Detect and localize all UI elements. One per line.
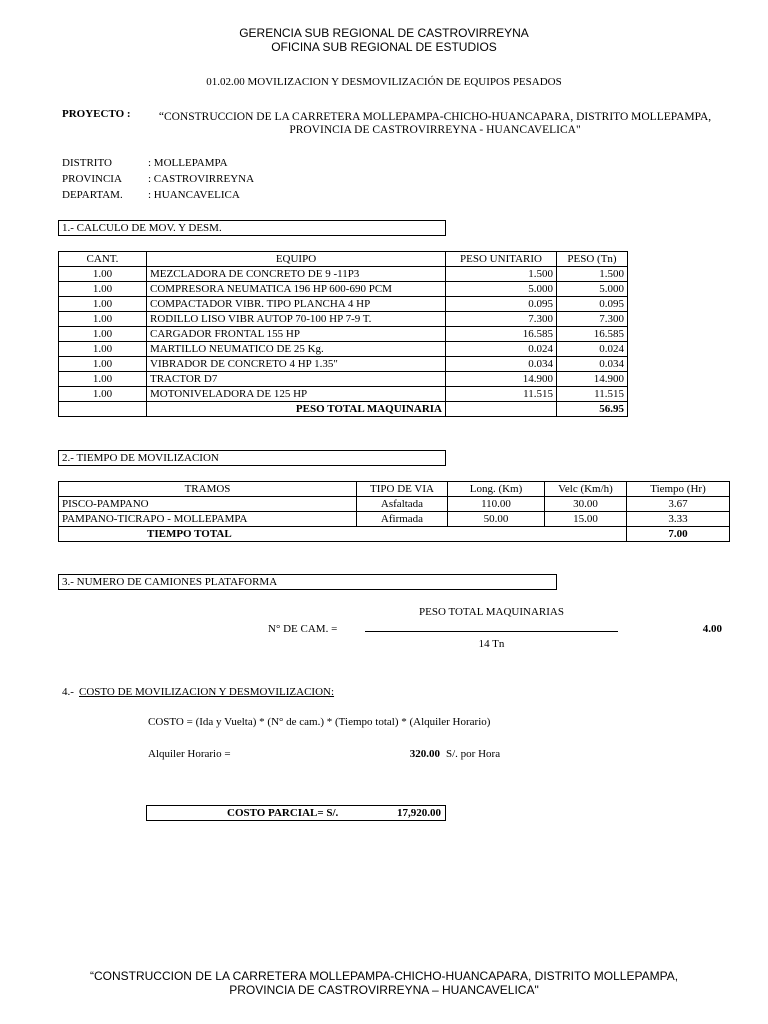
table-header-row (59, 482, 730, 497)
column-header-peso-unitario: PESO UNITARIO (446, 252, 557, 267)
fraction-bar (365, 631, 618, 632)
cell-peso-unitario: 0.095 (446, 297, 557, 312)
header-line-1: GERENCIA SUB REGIONAL DE CASTROVIRREYNA (239, 26, 529, 40)
column-header-velocidad: Velc (Km/h) (545, 482, 627, 497)
cell-peso-unitario: 1.500 (446, 267, 557, 282)
cell-equipo: MOTONIVELADORA DE 125 HP (147, 387, 446, 402)
hourly-rate-unit: S/. por Hora (446, 748, 501, 760)
location-value-departamento: : HUANCAVELICA (148, 189, 240, 201)
cell-tipo-via: Afirmada (357, 512, 448, 527)
section-3-title: 3.- NUMERO DE CAMIONES PLATAFORMA (58, 574, 557, 590)
partial-cost-value: 17,920.00 (397, 807, 441, 819)
table-row (59, 387, 628, 402)
cell-cant: 1.00 (59, 312, 147, 327)
column-header-tiempo: Tiempo (Hr) (627, 482, 730, 497)
cell-peso-unitario: 0.024 (446, 342, 557, 357)
cell-cant: 1.00 (59, 282, 147, 297)
location-label-provincia: PROVINCIA (62, 173, 122, 185)
fraction-numerator: PESO TOTAL MAQUINARIAS (419, 606, 564, 618)
hourly-rate-label: Alquiler Horario = (148, 748, 231, 760)
cell-equipo: COMPACTADOR VIBR. TIPO PLANCHA 4 HP (147, 297, 446, 312)
table-row (59, 297, 628, 312)
table-row (59, 267, 628, 282)
cell-peso-tn: 11.515 (557, 387, 628, 402)
header-line-2: OFICINA SUB REGIONAL DE ESTUDIOS (271, 40, 497, 54)
column-header-longitud: Long. (Km) (448, 482, 545, 497)
location-value-provincia: : CASTROVIRREYNA (148, 173, 255, 185)
cell-equipo: RODILLO LISO VIBR AUTOP 70-100 HP 7-9 T. (147, 312, 446, 327)
cell-peso-tn: 16.585 (557, 327, 628, 342)
project-name-line-2: PROVINCIA DE CASTROVIRREYNA - HUANCAVELICA" (289, 124, 581, 136)
table-total-row (59, 527, 730, 542)
cell-equipo: MEZCLADORA DE CONCRETO DE 9 -11P3 (147, 267, 446, 282)
total-weight-label: PESO TOTAL MAQUINARIA (147, 402, 446, 417)
cell-peso-tn: 7.300 (557, 312, 628, 327)
table-total-row (59, 402, 628, 417)
project-label: PROYECTO : (62, 108, 131, 120)
table-row (59, 497, 730, 512)
partial-cost-box (146, 805, 446, 821)
total-time-value: 7.00 (627, 527, 730, 542)
cell-peso-unitario: 0.034 (446, 357, 557, 372)
cell-peso-unitario: 16.585 (446, 327, 557, 342)
document-subtitle: 01.02.00 MOVILIZACION Y DESMOVILIZACIÓN DE EQUIPOS PESADOS (206, 76, 562, 88)
cell-peso-unitario: 7.300 (446, 312, 557, 327)
table-row (59, 357, 628, 372)
location-value-distrito: : MOLLEPAMPA (148, 157, 228, 169)
cell-velocidad: 15.00 (545, 512, 627, 527)
total-time-label: TIEMPO TOTAL (59, 527, 627, 542)
table-row (59, 282, 628, 297)
cell-peso-tn: 5.000 (557, 282, 628, 297)
column-header-peso-tn: PESO (Tn) (557, 252, 628, 267)
table-row (59, 312, 628, 327)
table-header-row (59, 252, 628, 267)
cell-peso-tn: 0.095 (557, 297, 628, 312)
cell-velocidad: 30.00 (545, 497, 627, 512)
cell-cant: 1.00 (59, 327, 147, 342)
cell-peso-tn: 1.500 (557, 267, 628, 282)
cell-longitud: 50.00 (448, 512, 545, 527)
hourly-rate-value: 320.00 (409, 748, 440, 760)
cell-peso-tn: 0.024 (557, 342, 628, 357)
cost-formula: COSTO = (Ida y Vuelta) * (N° de cam.) * (Tiempo total) * (Alquiler Horario) (148, 716, 491, 728)
cell-cant: 1.00 (59, 387, 147, 402)
column-header-tipo-via: TIPO DE VIA (357, 482, 448, 497)
cell-cant: 1.00 (59, 342, 147, 357)
cell-equipo: VIBRADOR DE CONCRETO 4 HP 1.35" (147, 357, 446, 372)
partial-cost-label: COSTO PARCIAL= S/. (227, 807, 339, 819)
cell-peso-unitario: 5.000 (446, 282, 557, 297)
equipment-table (58, 251, 628, 417)
cell-peso-tn: 14.900 (557, 372, 628, 387)
project-name-line-1: “CONSTRUCCION DE LA CARRETERA MOLLEPAMPA-CHICHO-HUANCAPARA, DISTRITO MOLLEPAMPA, (158, 111, 712, 123)
cell-equipo: CARGADOR FRONTAL 155 HP (147, 327, 446, 342)
table-row (59, 342, 628, 357)
cell-cant: 1.00 (59, 372, 147, 387)
cell-empty (446, 402, 557, 417)
trucks-equation-lhs: N° DE CAM. = (268, 623, 338, 635)
cell-cant: 1.00 (59, 357, 147, 372)
cell-cant: 1.00 (59, 297, 147, 312)
cell-peso-tn: 0.034 (557, 357, 628, 372)
cell-tipo-via: Asfaltada (357, 497, 448, 512)
table-row (59, 327, 628, 342)
cell-longitud: 110.00 (448, 497, 545, 512)
footer-line-2: PROVINCIA DE CASTROVIRREYNA – HUANCAVELICA" (229, 983, 539, 997)
cell-peso-unitario: 14.900 (446, 372, 557, 387)
cell-equipo: TRACTOR D7 (147, 372, 446, 387)
section-4-prefix: 4.- (62, 686, 74, 698)
column-header-cant: CANT. (59, 252, 147, 267)
section-4-title: COSTO DE MOVILIZACION Y DESMOVILIZACION: (79, 686, 335, 698)
trucks-result: 4.00 (702, 623, 722, 635)
fraction-denominator: 14 Tn (478, 638, 505, 650)
cell-tramo: PAMPANO-TICRAPO - MOLLEPAMPA (59, 512, 357, 527)
location-label-departamento: DEPARTAM. (62, 189, 123, 201)
cell-equipo: COMPRESORA NEUMATICA 196 HP 600-690 PCM (147, 282, 446, 297)
table-row (59, 372, 628, 387)
section-2-title: 2.- TIEMPO DE MOVILIZACION (58, 450, 446, 466)
cell-peso-unitario: 11.515 (446, 387, 557, 402)
footer-line-1: “CONSTRUCCION DE LA CARRETERA MOLLEPAMPA-CHICHO-HUANCAPARA, DISTRITO MOLLEPAMPA, (89, 969, 679, 983)
cell-tramo: PISCO-PAMPANO (59, 497, 357, 512)
travel-time-table (58, 481, 730, 542)
column-header-tramos: TRAMOS (59, 482, 357, 497)
table-row (59, 512, 730, 527)
cell-empty (59, 402, 147, 417)
cell-tiempo: 3.33 (627, 512, 730, 527)
column-header-equipo: EQUIPO (147, 252, 446, 267)
cell-cant: 1.00 (59, 267, 147, 282)
cell-equipo: MARTILLO NEUMATICO DE 25 Kg. (147, 342, 446, 357)
location-label-distrito: DISTRITO (62, 157, 112, 169)
section-1-title: 1.- CALCULO DE MOV. Y DESM. (58, 220, 446, 236)
total-weight-value: 56.95 (557, 402, 628, 417)
cell-tiempo: 3.67 (627, 497, 730, 512)
